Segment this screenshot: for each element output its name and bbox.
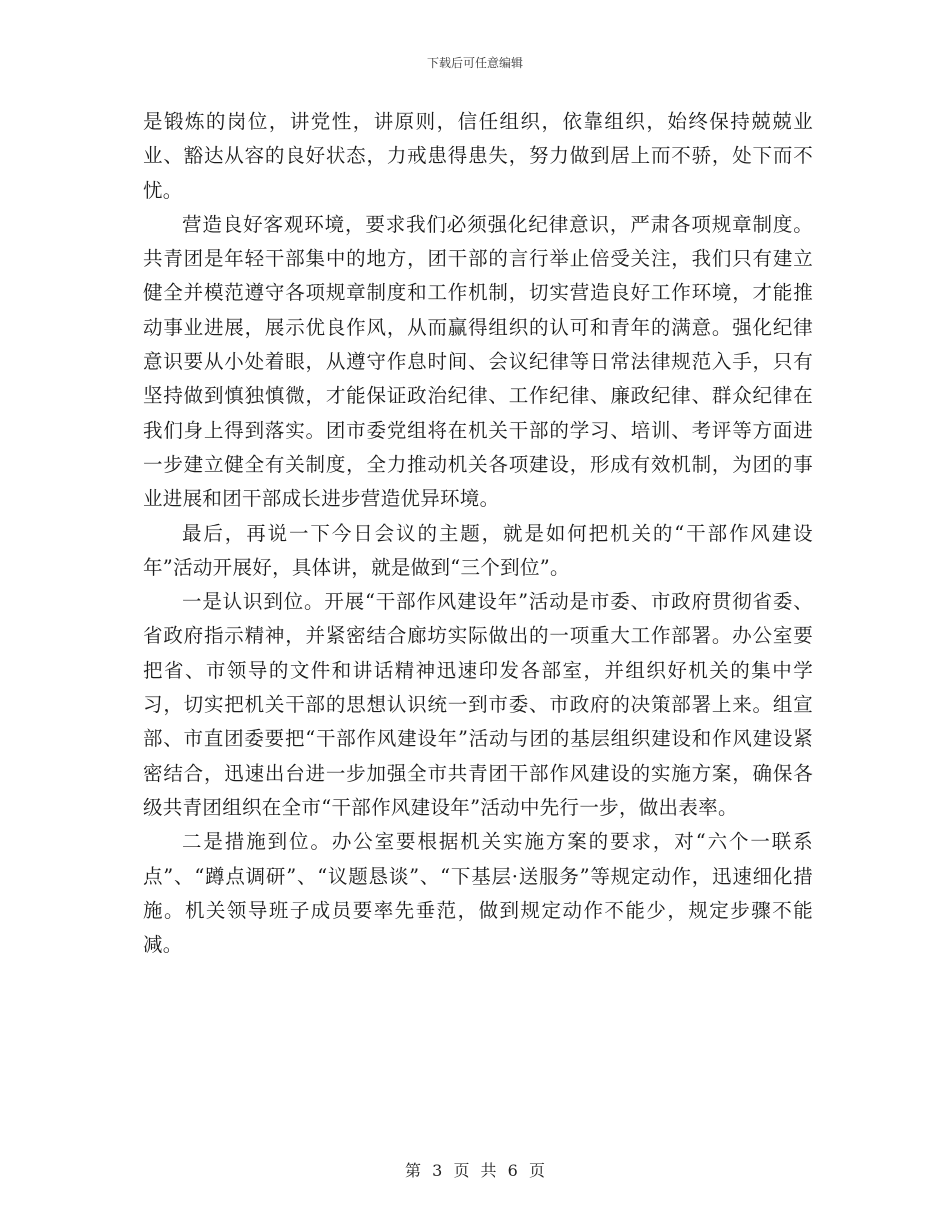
page-header: 下载后可任意编辑 bbox=[426, 56, 523, 70]
footer-label-gong: 共 bbox=[480, 1161, 497, 1180]
footer-label-ye: 页 bbox=[453, 1161, 470, 1180]
footer-page-total: 6 bbox=[507, 1161, 518, 1180]
paragraph-meeting-theme: 最后，再说一下今日会议的主题，就是如何把机关的“干部作风建设年”活动开展好，具体讲，就是做到“三个到位”。 bbox=[143, 521, 813, 579]
paragraph-continuation: 是锻炼的岗位，讲党性，讲原则，信任组织，依靠组织，始终保持兢兢业业、豁达从容的良好状态，力戒患得患失，努力做到居上而不骄，处下而不忧。 bbox=[143, 110, 813, 202]
paragraph-measures: 二是措施到位。办公室要根据机关实施方案的要求，对“六个一联系点”、“蹲点调研”、“议题恳谈”、“下基层·送服务”等规定动作，迅速细化措施。机关领导班子成员要率先垂范，做到规定动作不能少，规定步骤不能减。 bbox=[143, 830, 813, 957]
page-footer bbox=[0, 1158, 950, 1181]
footer-page-current: 3 bbox=[432, 1161, 443, 1180]
paragraph-discipline: 营造良好客观环境，要求我们必须强化纪律意识，严肃各项规章制度。共青团是年轻干部集中的地方，团干部的言行举止倍受关注，我们只有建立健全并模范遵守各项规章制度和工作机制，切实营造良好工作环境，才能推动事业进展，展示优良作风，从而赢得组织的认可和青年的满意。强化纪律意识要从小处着眼，从遵守作息时间、会议纪律等日常法律规范入手，只有坚持做到慎独慎微，才能保证政治纪律、工作纪律、廉政纪律、群众纪律在我们身上得到落实。团市委党组将在机关干部的学习、培训、考评等方面进一步建立健全有关制度，全力推动机关各项建设，形成有效机制，为团的事业进展和团干部成长进步营造优异环境。 bbox=[143, 212, 813, 511]
footer-label-ye-2: 页 bbox=[528, 1161, 545, 1180]
footer-label-di: 第 bbox=[405, 1161, 422, 1180]
document-body bbox=[143, 105, 813, 962]
paragraph-awareness: 一是认识到位。开展“干部作风建设年”活动是市委、市政府贯彻省委、省政府指示精神，并紧密结合廊坊实际做出的一项重大工作部署。办公室要把省、市领导的文件和讲话精神迅速印发各部室，并组织好机关的集中学习，切实把机关干部的思想认识统一到市委、市政府的决策部署上来。组宣部、市直团委要把“干部作风建设年”活动与团的基层组织建设和作风建设紧密结合，迅速出台进一步加强全市共青团干部作风建设的实施方案，确保各级共青团组织在全市“干部作风建设年”活动中先行一步，做出表率。 bbox=[143, 590, 813, 819]
